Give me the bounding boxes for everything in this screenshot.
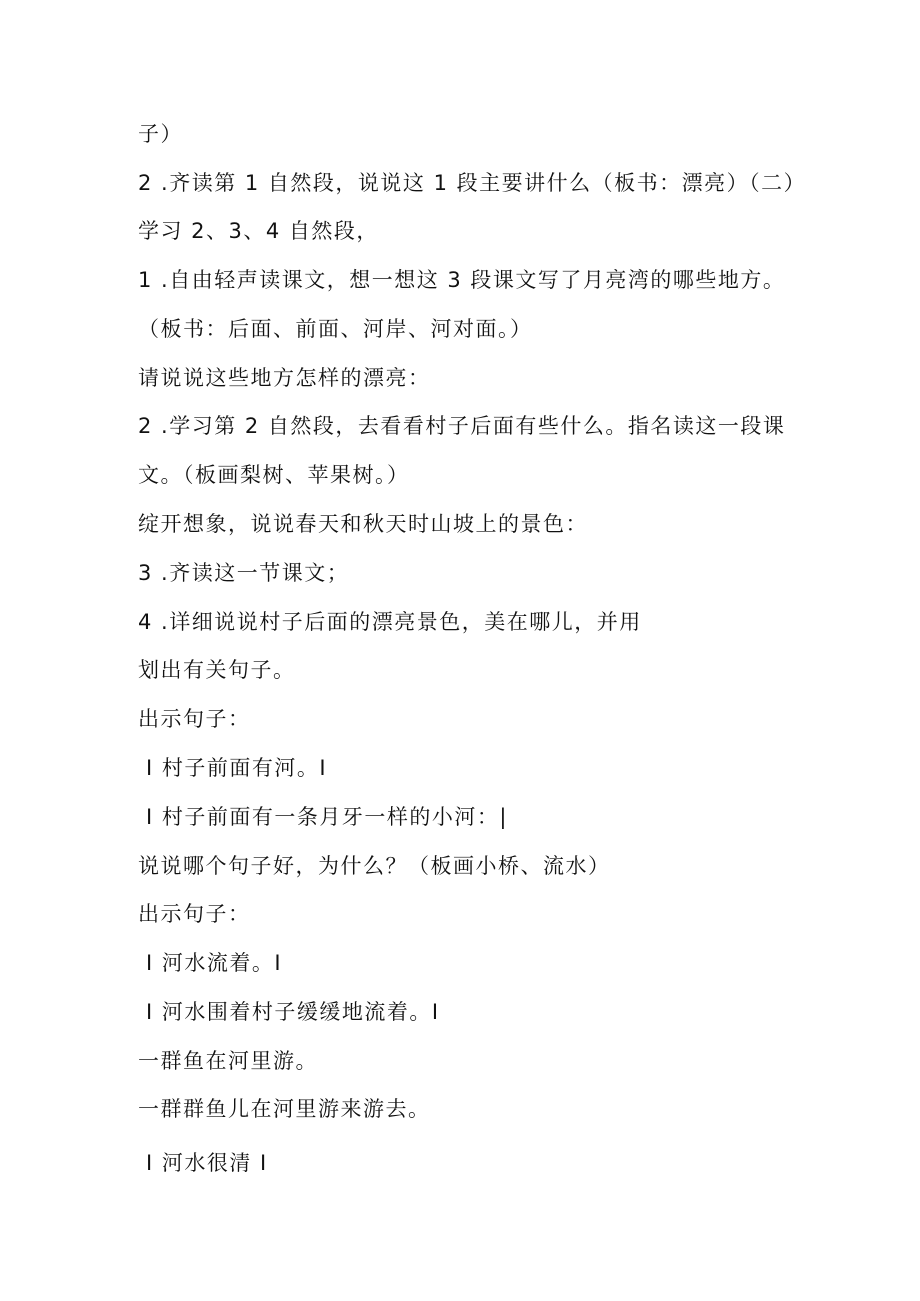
text-line: 说说哪个句子好，为什么？（板画小桥、流水） bbox=[138, 854, 611, 878]
example-sentence: I 河水流着。I bbox=[146, 951, 283, 975]
text-line: 绽开想象，说说春天和秋天时山坡上的景色： bbox=[138, 512, 588, 536]
text-line: 2 .学习第 2 自然段，去看看村子后面有些什么。指名读这一段课 bbox=[138, 414, 786, 438]
example-sentence: I 村子前面有河。I bbox=[146, 756, 328, 780]
text-line: 划出有关句子。 bbox=[138, 658, 296, 682]
text-line: 子） bbox=[138, 122, 183, 146]
text-line: 学习 2、3、4 自然段， bbox=[138, 219, 379, 243]
text-line: 文。（板画梨树、苹果树。） bbox=[138, 463, 410, 487]
text-line: 出示句子： bbox=[138, 707, 251, 731]
example-sentence: I 村子前面有一条月牙一样的小河：| bbox=[146, 805, 508, 829]
text-line: 请说说这些地方怎样的漂亮： bbox=[138, 366, 431, 390]
text-line: （板书：后面、前面、河岸、河对面。） bbox=[138, 317, 533, 341]
text-line: 3 .齐读这一节课文； bbox=[138, 561, 350, 585]
text-line: 4 .详细说说村子后面的漂亮景色，美在哪儿，并用 bbox=[138, 610, 642, 634]
text-line: 出示句子： bbox=[138, 902, 251, 926]
text-line: 2 .齐读第 1 自然段，说说这 1 段主要讲什么（板书：漂亮）（二） bbox=[138, 171, 807, 195]
text-line: 1 .自由轻声读课文，想一想这 3 段课文写了月亮湾的哪些地方。 bbox=[138, 268, 786, 292]
text-line: 一群群鱼儿在河里游来游去。 bbox=[138, 1097, 431, 1121]
text-line: 一群鱼在河里游。 bbox=[138, 1049, 318, 1073]
example-sentence: I 河水很清 I bbox=[146, 1151, 268, 1175]
example-sentence: I 河水围着村子缓缓地流着。I bbox=[146, 1000, 440, 1024]
